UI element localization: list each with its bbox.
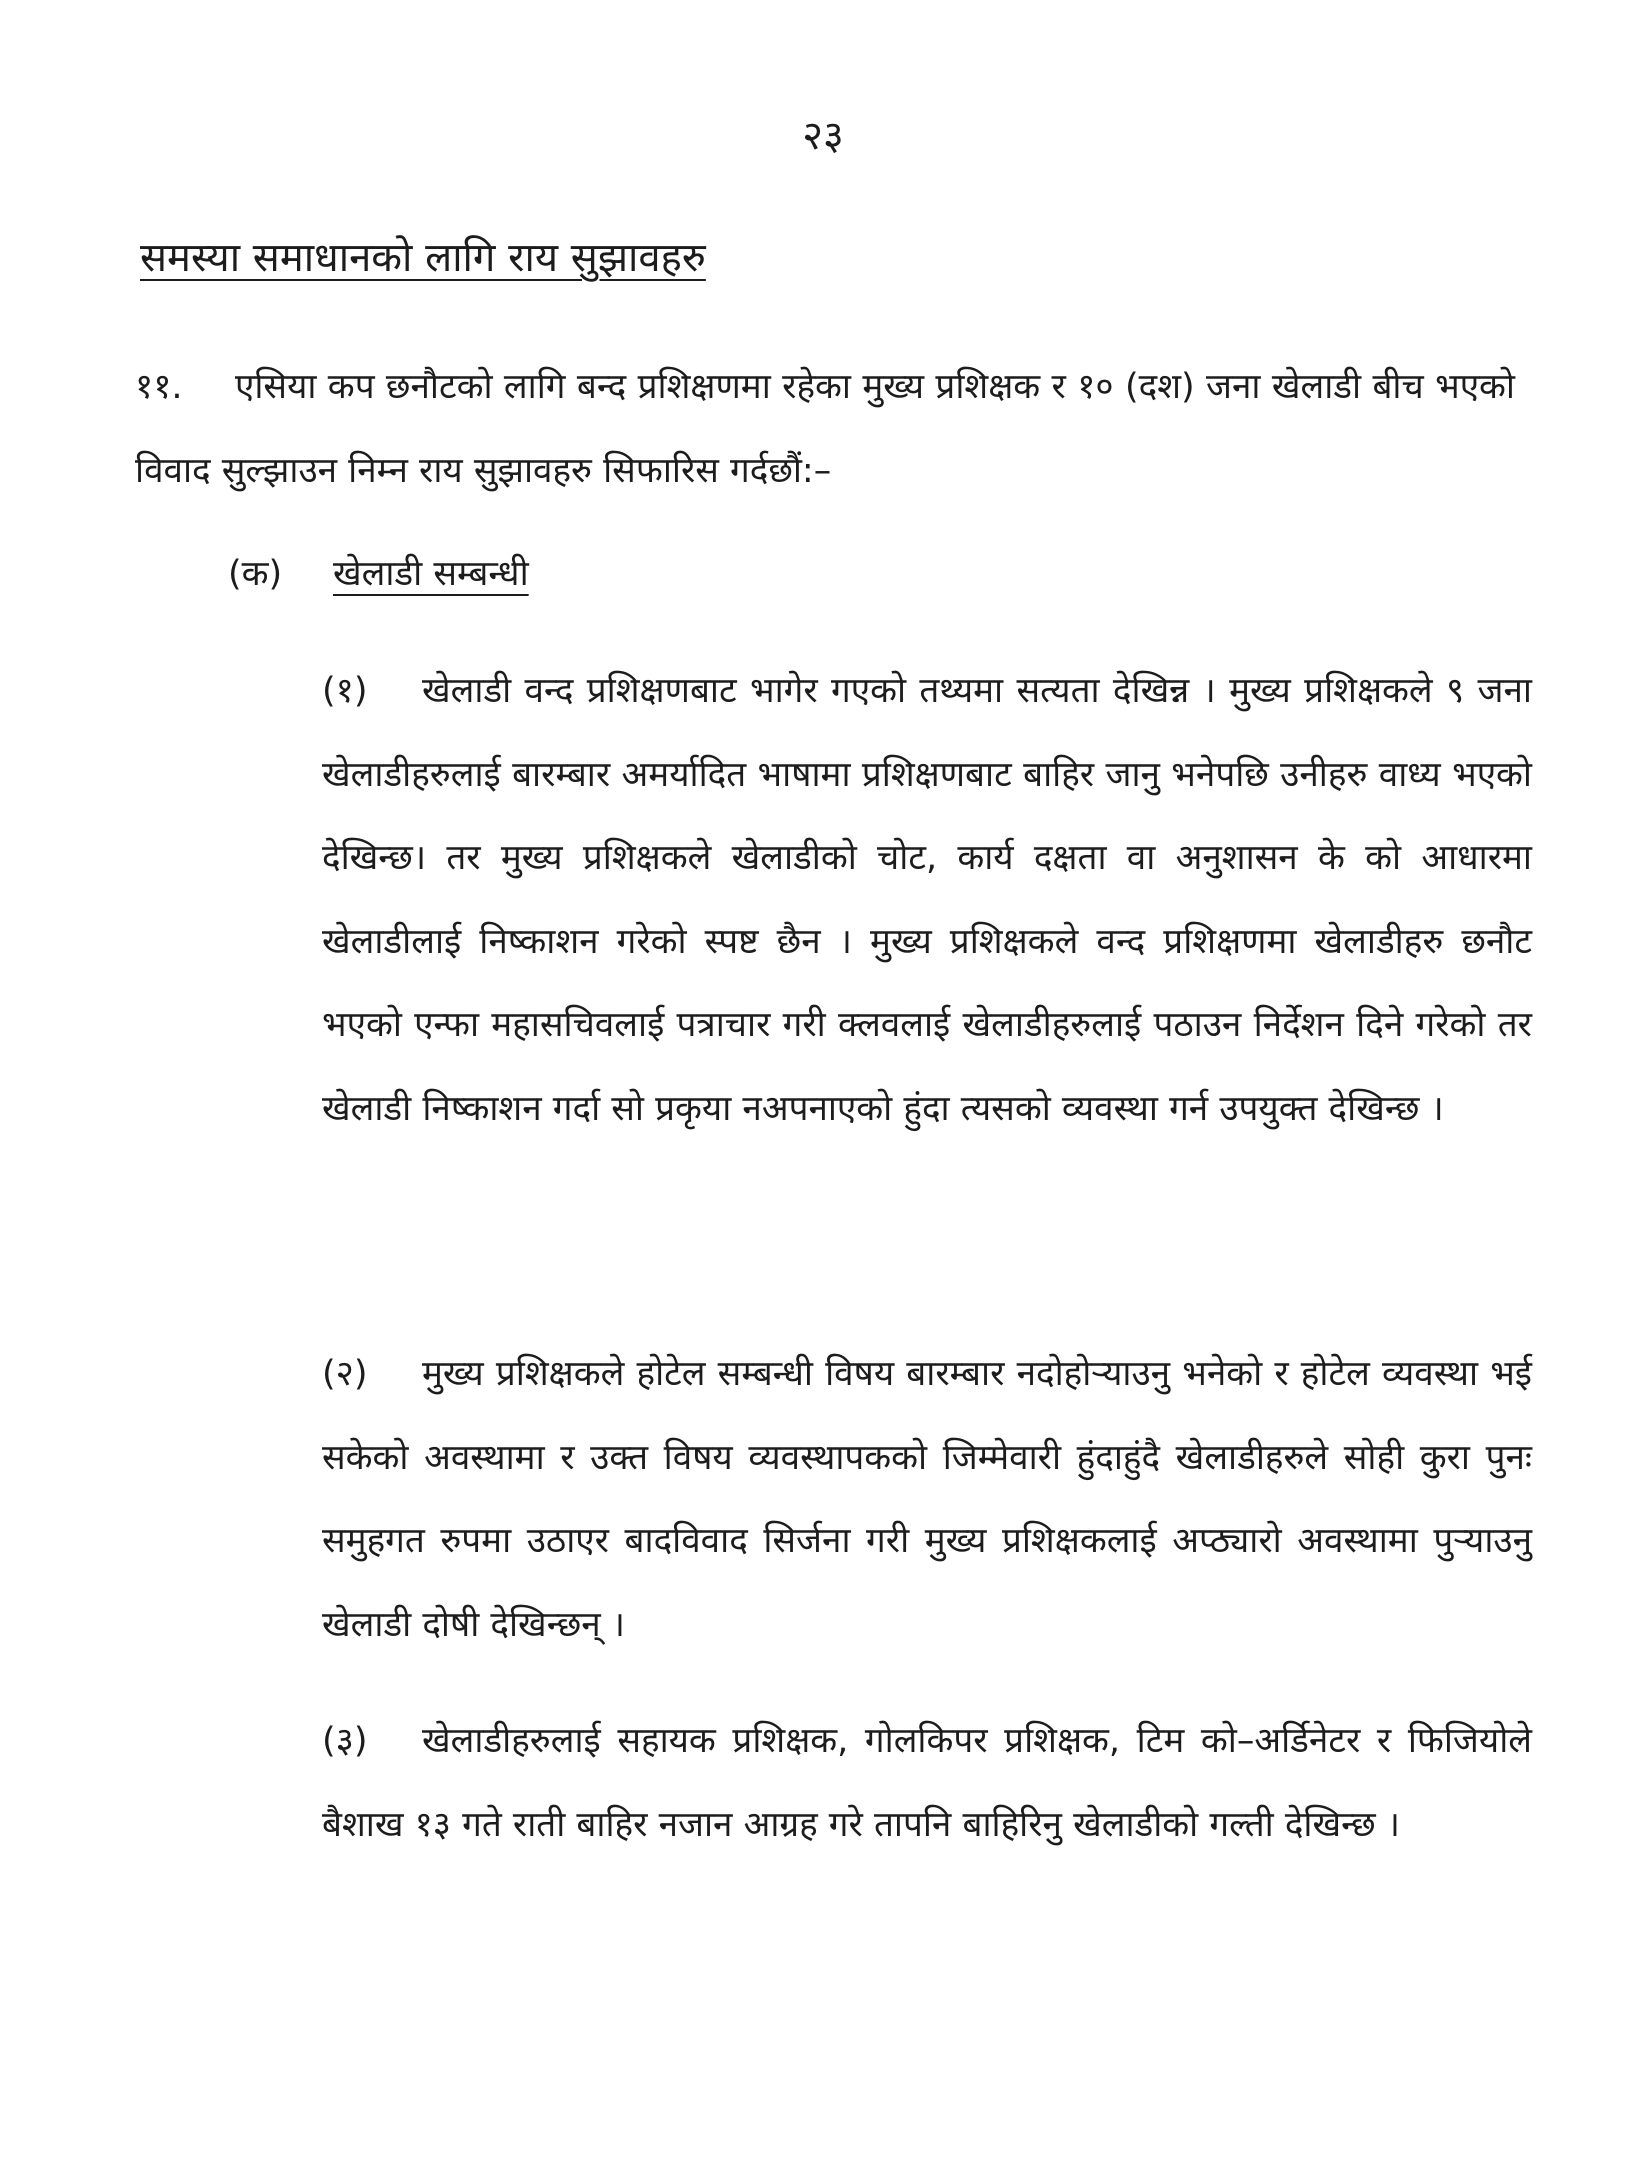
paragraph-11: [135, 345, 1515, 513]
clause-3: [322, 1700, 1532, 1867]
subsection-marker: (क): [228, 554, 283, 594]
section-heading: समस्या समाधानको लागि राय सुझावहरु: [140, 235, 706, 281]
clause-marker: (१): [322, 671, 368, 711]
clause-marker: (३): [322, 1721, 368, 1761]
clause-marker: (२): [322, 1354, 368, 1394]
paragraph-number: ११.: [135, 367, 183, 407]
clause-2: [322, 1333, 1532, 1667]
paragraph-text: एसिया कप छनौटको लागि बन्द प्रशिक्षणमा रहेका मुख्य प्रशिक्षक र १० (दश) जना खेलाडी बीच भएको विवाद सुल्झाउन निम्न राय सुझावहरु सिफारिस गर्दछौं:–: [135, 367, 1515, 491]
clause-1: [322, 650, 1532, 1151]
subsection-title: खेलाडी सम्बन्धी: [333, 554, 529, 594]
page-number: २३: [802, 113, 844, 159]
clause-text: खेलाडीहरुलाई सहायक प्रशिक्षक, गोलकिपर प्रशिक्षक, टिम को–अर्डिनेटर र फिजियोले बैशाख १३ गते राती बाहिर नजान आग्रह गरे तापनि बाहिरिनु खेलाडीको गल्ती देखिन्छ ।: [322, 1721, 1532, 1845]
clause-text: खेलाडी वन्द प्रशिक्षणबाट भागेर गएको तथ्यमा सत्यता देखिन्न । मुख्य प्रशिक्षकले ९ जना खेलाडीहरुलाई बारम्बार अमर्यादित भाषामा प्रशिक्षणबाट बाहिर जानु भनेपछि उनीहरु वाध्य भएको देखिन्छ। तर मुख्य प्रशिक्षकले खेलाडीको चोट, कार्य दक्षता वा अनुशासन के को आधारमा खेलाडीलाई निष्काशन गरेको स्पष्ट छैन । मुख्य प्रशिक्षकले वन्द प्रशिक्षणमा खेलाडीहरु छनौट भएको एन्फा महासचिवलाई पत्राचार गरी क्लवलाई खेलाडीहरुलाई पठाउन निर्देशन दिने गरेको तर खेलाडी निष्काशन गर्दा सो प्रकृया नअपनाएको हुंदा त्यसको व्यवस्था गर्न उपयुक्त देखिन्छ ।: [322, 671, 1532, 1129]
clause-text: मुख्य प्रशिक्षकले होटेल सम्बन्धी विषय बारम्बार नदोहोऱ्याउनु भनेको र होटेल व्यवस्था भई सकेको अवस्थामा र उक्त विषय व्यवस्थापकको जिम्मेवारी हुंदाहुंदै खेलाडीहरुले सोही कुरा पुनः समुहगत रुपमा उठाएर बादविवाद सिर्जना गरी मुख्य प्रशिक्षकलाई अप्ठ्यारो अवस्थामा पुऱ्याउनु खेलाडी दोषी देखिन्छन् ।: [322, 1354, 1532, 1645]
subsection-heading-ka: [228, 550, 529, 598]
